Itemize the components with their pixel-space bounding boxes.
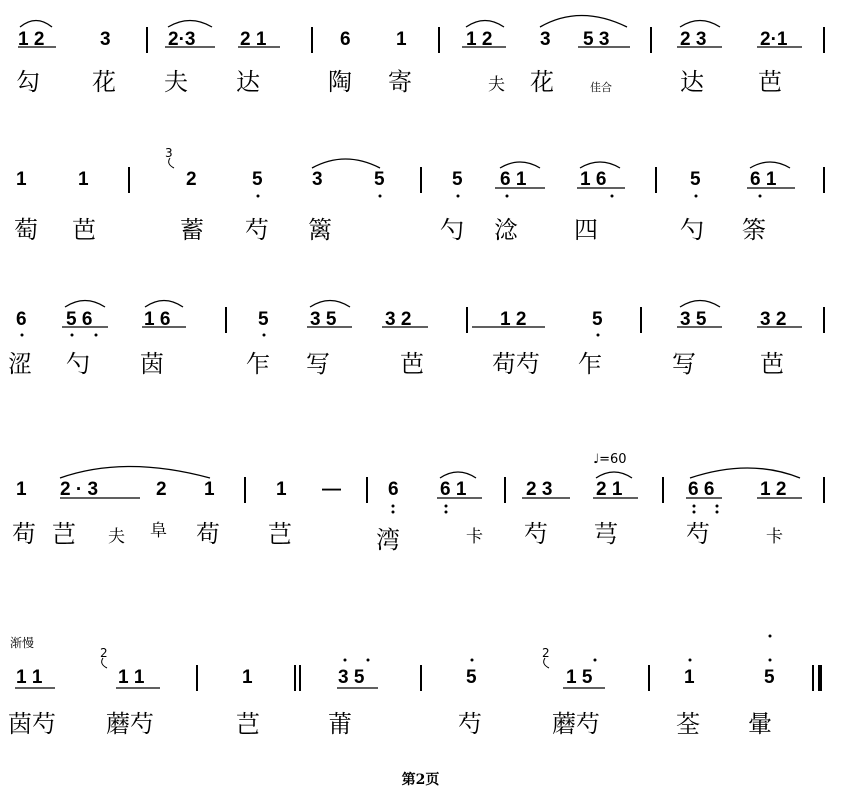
note: 2 1 (596, 479, 623, 500)
barline (366, 477, 368, 503)
note: 2 (186, 169, 197, 190)
score-row-4 (0, 452, 841, 570)
tempo-direction: 渐慢 (10, 636, 35, 650)
barline (823, 167, 825, 193)
tablature-char: 苟芍 (492, 350, 540, 378)
barline (655, 167, 657, 193)
note: 5 (374, 169, 385, 190)
grace-note: 3 (165, 146, 173, 160)
tablature-char: 勺 (680, 216, 704, 244)
barline (244, 477, 246, 503)
barline (196, 665, 198, 691)
tablature-char: 花 (92, 68, 116, 96)
barline (225, 307, 227, 333)
barline (299, 665, 301, 691)
tablature-char: 乍 (246, 350, 270, 378)
tablature-char: 筡 (742, 216, 766, 244)
tablature-char: 勾 (16, 68, 40, 96)
note: 5 (252, 169, 263, 190)
tablature-char: 苟 (12, 520, 36, 548)
note: 3 5 (310, 309, 337, 330)
score-row-1 (0, 30, 841, 110)
tablature-char: 芑 (268, 520, 292, 548)
tablature-char: 茵 (140, 350, 164, 378)
barline (466, 307, 468, 333)
note: 1 6 (144, 309, 171, 330)
tablature-char: 芭 (758, 68, 782, 96)
note: 1 1 (16, 667, 43, 688)
final-barline-thick (818, 665, 822, 691)
note: 1 (684, 667, 695, 688)
tablature-char: 四 (574, 216, 598, 244)
grace-note: 2 (542, 646, 550, 660)
note: 3 5 (680, 309, 707, 330)
tablature-char: 芭 (400, 350, 424, 378)
note: 1 (396, 29, 407, 50)
page-number: 第2页 (401, 772, 440, 788)
tablature-char: 芎 (594, 520, 618, 548)
note: 5 (452, 169, 463, 190)
tablature-char: 芍 (686, 520, 710, 548)
note: 3 2 (760, 309, 787, 330)
note: 6 1 (500, 169, 527, 190)
note: 1 1 (118, 667, 145, 688)
note: 1 2 (466, 29, 493, 50)
tablature-char: 湾 (376, 526, 400, 554)
note: 5 6 (66, 309, 93, 330)
tablature-char: 卡 (766, 527, 783, 547)
barline (504, 477, 506, 503)
barline (823, 27, 825, 53)
barline (420, 665, 422, 691)
note: 2·3 (168, 29, 196, 50)
tablature-char: 暈 (748, 710, 772, 738)
tablature-char: 佳合 (590, 81, 612, 94)
score-row-2 (0, 146, 841, 250)
note: 3 (100, 29, 111, 50)
note: 1 2 (760, 479, 787, 500)
tablature-char: 篱 (308, 216, 332, 244)
barline (294, 665, 296, 691)
tablature-char: 芍 (458, 710, 482, 738)
note: 1 5 (566, 667, 593, 688)
final-barline-thin (812, 665, 814, 691)
note: 3 2 (385, 309, 412, 330)
tablature-char: 花 (530, 68, 554, 96)
barline (823, 477, 825, 503)
score-row-3 (0, 310, 841, 390)
tablature-char: 蘑芍 (552, 710, 600, 738)
barline (662, 477, 664, 503)
tablature-char: 勺 (440, 216, 464, 244)
note: 5 (466, 667, 477, 688)
note: 1 2 (18, 29, 45, 50)
note: 5 (764, 667, 775, 688)
tablature-char: 淰 (494, 216, 518, 244)
note: 3 5 (338, 667, 365, 688)
tablature-char: 卡 (466, 527, 483, 547)
barline (128, 167, 130, 193)
tablature-char: 陶 (328, 68, 352, 96)
grace-note: 2 (100, 646, 108, 660)
tablature-char: 写 (672, 350, 696, 378)
tablature-char: 芭 (760, 350, 784, 378)
note: 2 · 3 (60, 479, 99, 500)
barline (146, 27, 148, 53)
barline (438, 27, 440, 53)
barline (311, 27, 313, 53)
note: 1 (16, 479, 27, 500)
note: 5 (592, 309, 603, 330)
note: 2 3 (680, 29, 707, 50)
note: 6 6 (688, 479, 715, 500)
tablature-char: 夫 (488, 75, 505, 95)
tablature-char: 荃 (676, 710, 700, 738)
tablature-char: 芑 (52, 520, 76, 548)
tablature-char: 寄 (388, 68, 412, 96)
note: 3 (312, 169, 323, 190)
tablature-char: 芍 (524, 520, 548, 548)
tablature-char: 萄 (14, 216, 38, 244)
note: 2 1 (240, 29, 267, 50)
tablature-char: 夫 (108, 527, 125, 547)
tablature-char: 芭 (72, 216, 96, 244)
tablature-char: 勺 (66, 350, 90, 378)
barline (420, 167, 422, 193)
tablature-char: 芑 (236, 710, 260, 738)
note: 1 (276, 479, 287, 500)
score-row-5 (0, 636, 841, 758)
note: 1 (204, 479, 215, 500)
tempo-marking: ♩=60 (593, 452, 627, 467)
note: 6 (16, 309, 27, 330)
note: 6 1 (440, 479, 467, 500)
note: 1 (78, 169, 89, 190)
note: 6 1 (750, 169, 777, 190)
note: 5 (690, 169, 701, 190)
note: 3 (540, 29, 551, 50)
tablature-char: 乍 (578, 350, 602, 378)
barline (648, 665, 650, 691)
note: 5 (258, 309, 269, 330)
note: 2 3 (526, 479, 553, 500)
note: 2·1 (760, 29, 788, 50)
tablature-char: 阜 (150, 521, 167, 541)
note: 5 3 (583, 29, 610, 50)
tablature-char: 涩 (8, 350, 32, 378)
note: 2 (156, 479, 167, 500)
tablature-char: 蘑芍 (106, 710, 154, 738)
tablature-char: 蓄 (180, 216, 204, 244)
rest-dash: — (322, 479, 341, 500)
tablature-char: 芍 (245, 216, 269, 244)
tablature-char: 夫 (164, 68, 188, 96)
tablature-char: 达 (680, 68, 704, 96)
note: 6 (388, 479, 399, 500)
tablature-char: 达 (236, 68, 260, 96)
note: 1 (242, 667, 253, 688)
note: 1 (16, 169, 27, 190)
note: 1 2 (500, 309, 527, 330)
barline (640, 307, 642, 333)
tablature-char: 苟 (196, 520, 220, 548)
tablature-char: 写 (306, 350, 330, 378)
barline (650, 27, 652, 53)
barline (823, 307, 825, 333)
note: 1 6 (580, 169, 607, 190)
tablature-char: 莆 (328, 710, 352, 738)
tablature-char: 茵芍 (8, 710, 56, 738)
note: 6 (340, 29, 351, 50)
